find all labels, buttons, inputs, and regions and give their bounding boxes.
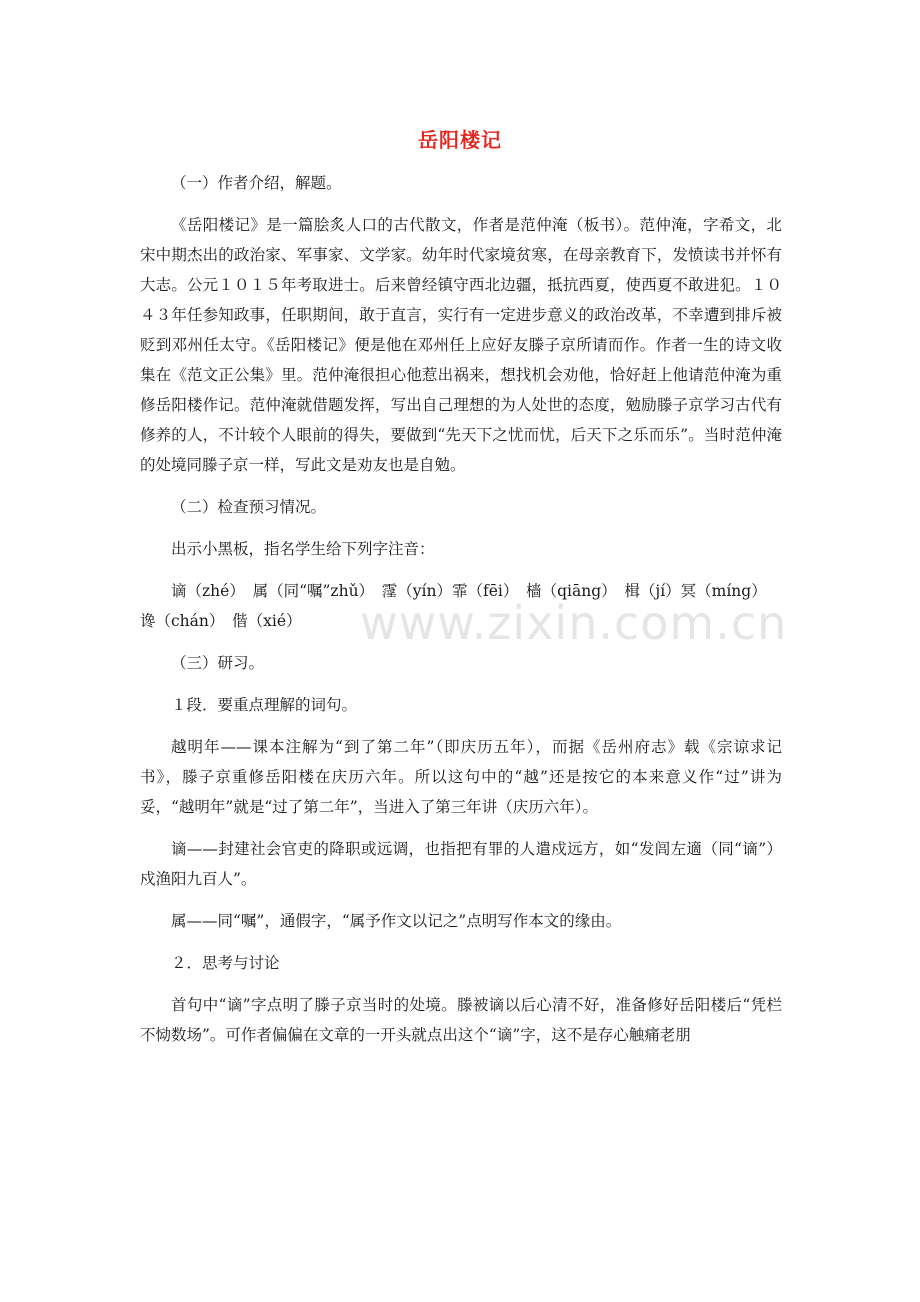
subheading-discussion: ２．思考与讨论 [171, 954, 280, 972]
paragraph-zhu: 属——同“嘱”，通假字，“属予作文以记之”点明写作本文的缘由。 [171, 912, 622, 930]
paragraph-zhe: 谪——封建社会官吏的降职或远调，也指把有罪的人遣戍远方，如“发闾左適（同“谪”）戍渔阳九百人”。 [140, 840, 782, 888]
subheading-key-phrases: １段．要重点理解的词句。 [171, 696, 358, 714]
page-title: 岳阳楼记 [418, 128, 502, 152]
section-heading-intro: （一）作者介绍，解题。 [171, 174, 342, 192]
watermark: www.zixin.com.cn [360, 596, 788, 650]
document-body [140, 168, 782, 1062]
section-heading-study: （三）研习。 [171, 654, 265, 672]
paragraph-discussion: 首句中“谪”字点明了滕子京当时的处境。滕被谪以后心清不好，准备修好岳阳楼后“凭栏不恸数场”。可作者偏偏在文章的一开头就点出这个“谪”字，这不是存心触痛老朋 [140, 996, 782, 1044]
paragraph-yue-ming-nian: 越明年——课本注解为“到了第二年”（即庆历五年），而据《岳州府志》载《宗谅求记书》，滕子京重修岳阳楼在庆历六年。所以这句中的“越”还是按它的本来意义作“过”讲为妥，“越明年”就是“过了第二年”，当进入了第三年讲（庆历六年）。 [140, 738, 782, 816]
paragraph-pinyin: 谪（zhé） 属（同“嘱”zhǔ） 霪（yín）霏（fēi） 樯（qiāng） 楫（jí）冥（míng） 谗（chán） 偕（xié） [140, 582, 775, 630]
paragraph-blackboard: 出示小黑板，指名学生给下列字注音： [171, 540, 435, 558]
paragraph-author-intro: 《岳阳楼记》是一篇脍炙人口的古代散文，作者是范仲淹（板书）。范仲淹，字希文，北宋中期杰出的政治家、军事家、文学家。幼年时代家境贫寒，在母亲教育下，发愤读书并怀有大志。公元１０１５年考取进士。后来曾经镇守西北边疆，抵抗西夏，使西夏不敢进犯。１０４３年任参知政事，任职期间，敢于直言，实行有一定进步意义的政治改革，不幸遭到排斥被贬到邓州任太守。《岳阳楼记》便是他在邓州任上应好友滕子京所请而作。作者一生的诗文收集在《范文正公集》里。范仲淹很担心他惹出祸来，想找机会劝他，恰好赶上他请范仲淹为重修岳阳楼作记。范仲淹就借题发挥，写出自己理想的为人处世的态度，勉励滕子京学习古代有修养的人，不计较个人眼前的得失，要做到“先天下之忧而忧，后天下之乐而乐”。当时范仲淹的处境同滕子京一样，写此文是劝友也是自勉。 [140, 216, 782, 474]
section-heading-preview: （二）检查预习情况。 [171, 498, 327, 516]
